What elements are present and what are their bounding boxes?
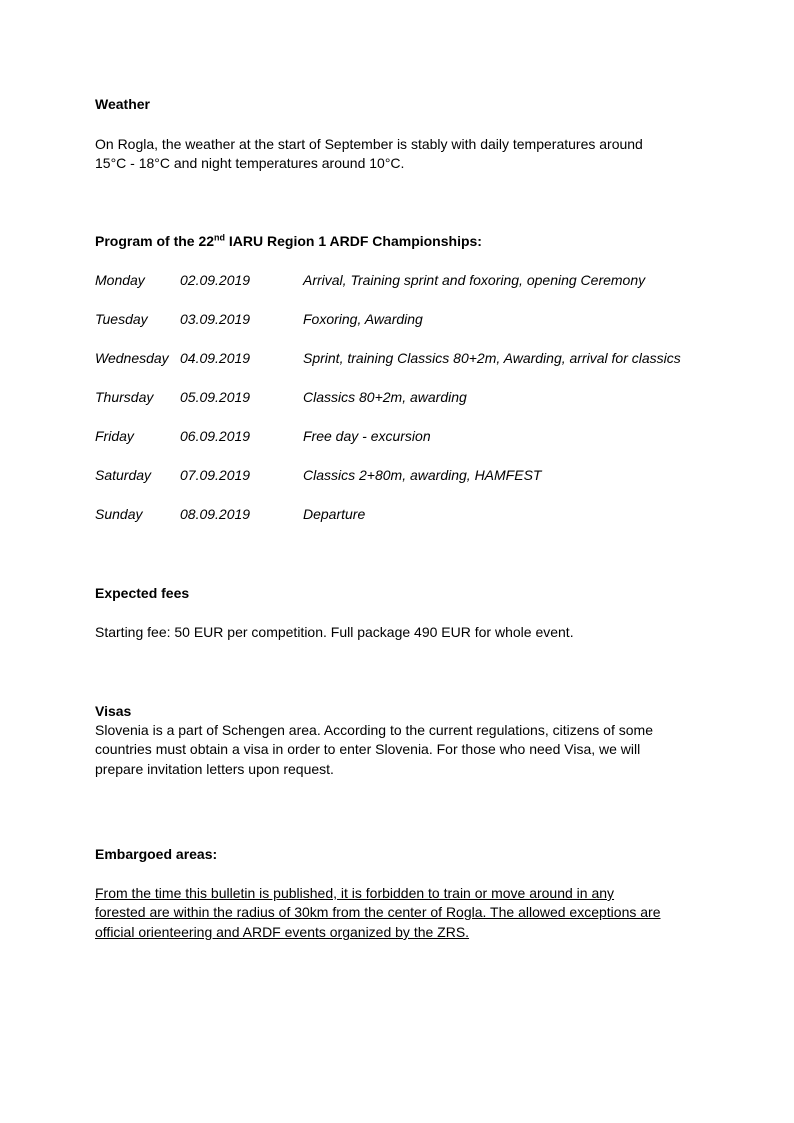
schedule-activity: Sprint, training Classics 80+2m, Awarding, arrival for classics [303,350,681,366]
visas-heading: Visas [95,703,132,719]
schedule-day: Thursday [95,389,154,405]
program-heading-superscript: nd [214,232,226,243]
embargo-heading: Embargoed areas: [95,846,218,862]
schedule-activity: Classics 80+2m, awarding [303,389,467,405]
program-heading [95,232,705,252]
schedule-activity: Arrival, Training sprint and foxoring, opening Ceremony [303,272,646,288]
weather-line-1: On Rogla, the weather at the start of September is stably with daily temperatures around [95,136,643,152]
fees-text: Starting fee: 50 EUR per competition. Full package 490 EUR for whole event. [95,624,574,640]
schedule-day: Saturday [95,467,152,483]
visas-line-3: prepare invitation letters upon request. [95,761,334,777]
schedule-date: 04.09.2019 [180,350,251,366]
weather-line-2: 15°C - 18°C and night temperatures around 10°C. [95,155,405,171]
schedule-date: 08.09.2019 [180,506,251,522]
schedule-activity: Departure [303,506,366,522]
schedule-day: Tuesday [95,311,148,327]
embargo-line-3: official orienteering and ARDF events organized by the ZRS. [95,924,470,940]
fees-heading: Expected fees [95,585,190,601]
schedule-day: Monday [95,272,145,288]
schedule-day: Sunday [95,506,143,522]
embargo-line-1: From the time this bulletin is published, it is forbidden to train or move around in any [95,885,615,901]
visas-line-2: countries must obtain a visa in order to enter Slovenia. For those who need Visa, we will [95,741,641,757]
schedule-date: 03.09.2019 [180,311,251,327]
program-heading-suffix: IARU Region 1 ARDF Championships: [225,233,482,249]
schedule-date: 07.09.2019 [180,467,251,483]
schedule-date: 05.09.2019 [180,389,251,405]
program-heading-prefix: Program of the 22 [95,233,215,249]
schedule-activity: Foxoring, Awarding [303,311,423,327]
schedule-activity: Free day - excursion [303,428,431,444]
schedule-activity: Classics 2+80m, awarding, HAMFEST [303,467,542,483]
schedule-day: Wednesday [95,350,169,366]
schedule-date: 02.09.2019 [180,272,251,288]
schedule-date: 06.09.2019 [180,428,251,444]
embargo-line-2: forested are within the radius of 30km from the center of Rogla. The allowed exceptions are [95,904,661,920]
weather-heading: Weather [95,96,150,112]
schedule-day: Friday [95,428,134,444]
visas-line-1: Slovenia is a part of Schengen area. According to the current regulations, citizens of some [95,722,653,738]
